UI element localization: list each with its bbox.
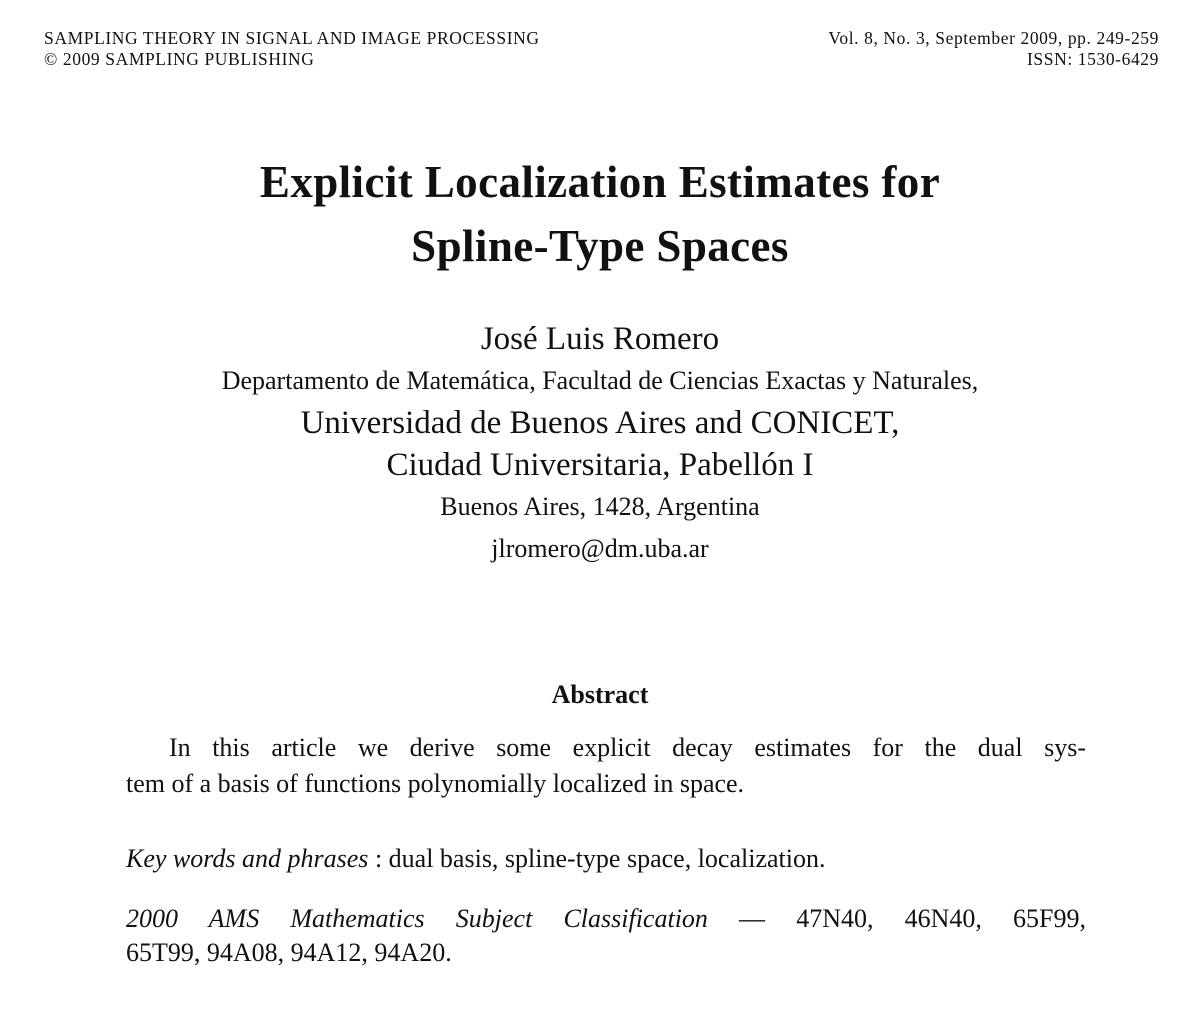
author-email: jlromero@dm.uba.ar	[491, 534, 709, 563]
abstract-heading: Abstract	[551, 680, 649, 709]
copyright-line: © 2009 SAMPLING PUBLISHING	[44, 49, 315, 69]
affiliation-department: Departamento de Matemática, Facultad de Ciencias Exactas y Naturales,	[221, 366, 979, 395]
keywords-text: dual basis, spline-type space, localization.	[388, 844, 826, 873]
journal-header	[44, 28, 1159, 70]
keywords	[126, 841, 1086, 877]
volume-info: Vol. 8, No. 3, September 2009, pp. 249-259	[828, 28, 1159, 48]
author-name: José Luis Romero	[480, 321, 720, 357]
abstract-text	[126, 730, 1086, 802]
issn: ISSN: 1530-6429	[1027, 49, 1159, 69]
title-line-1: Explicit Localization Estimates for	[259, 157, 941, 207]
msc-codes-1: — 47N40, 46N40, 65F99,	[707, 904, 1086, 933]
msc-label: 2000 AMS Mathematics Subject Classification	[126, 904, 708, 933]
keywords-label: Key words and phrases	[126, 844, 369, 873]
msc-codes-2: 65T99, 94A08, 94A12, 94A20.	[126, 938, 452, 967]
paper-title	[0, 150, 1200, 278]
title-line-2: Spline-Type Spaces	[411, 221, 789, 271]
msc-line-1	[126, 902, 1086, 936]
author-block	[0, 318, 1200, 570]
affiliation-university: Universidad de Buenos Aires and CONICET,	[300, 405, 900, 441]
affiliation-campus: Ciudad Universitaria, Pabellón I	[386, 447, 814, 483]
journal-name: SAMPLING THEORY IN SIGNAL AND IMAGE PROCESSING	[44, 28, 540, 48]
header-row-1	[44, 28, 1159, 49]
affiliation-city: Buenos Aires, 1428, Argentina	[440, 492, 760, 521]
keywords-separator: :	[368, 844, 389, 873]
abstract-line-2: tem of a basis of functions polynomially localized in space.	[126, 769, 745, 798]
header-row-2	[44, 49, 1159, 70]
msc-classification	[126, 902, 1086, 970]
abstract-line-1: In this article we derive some explicit decay estimates for the dual sys-	[169, 733, 1086, 762]
